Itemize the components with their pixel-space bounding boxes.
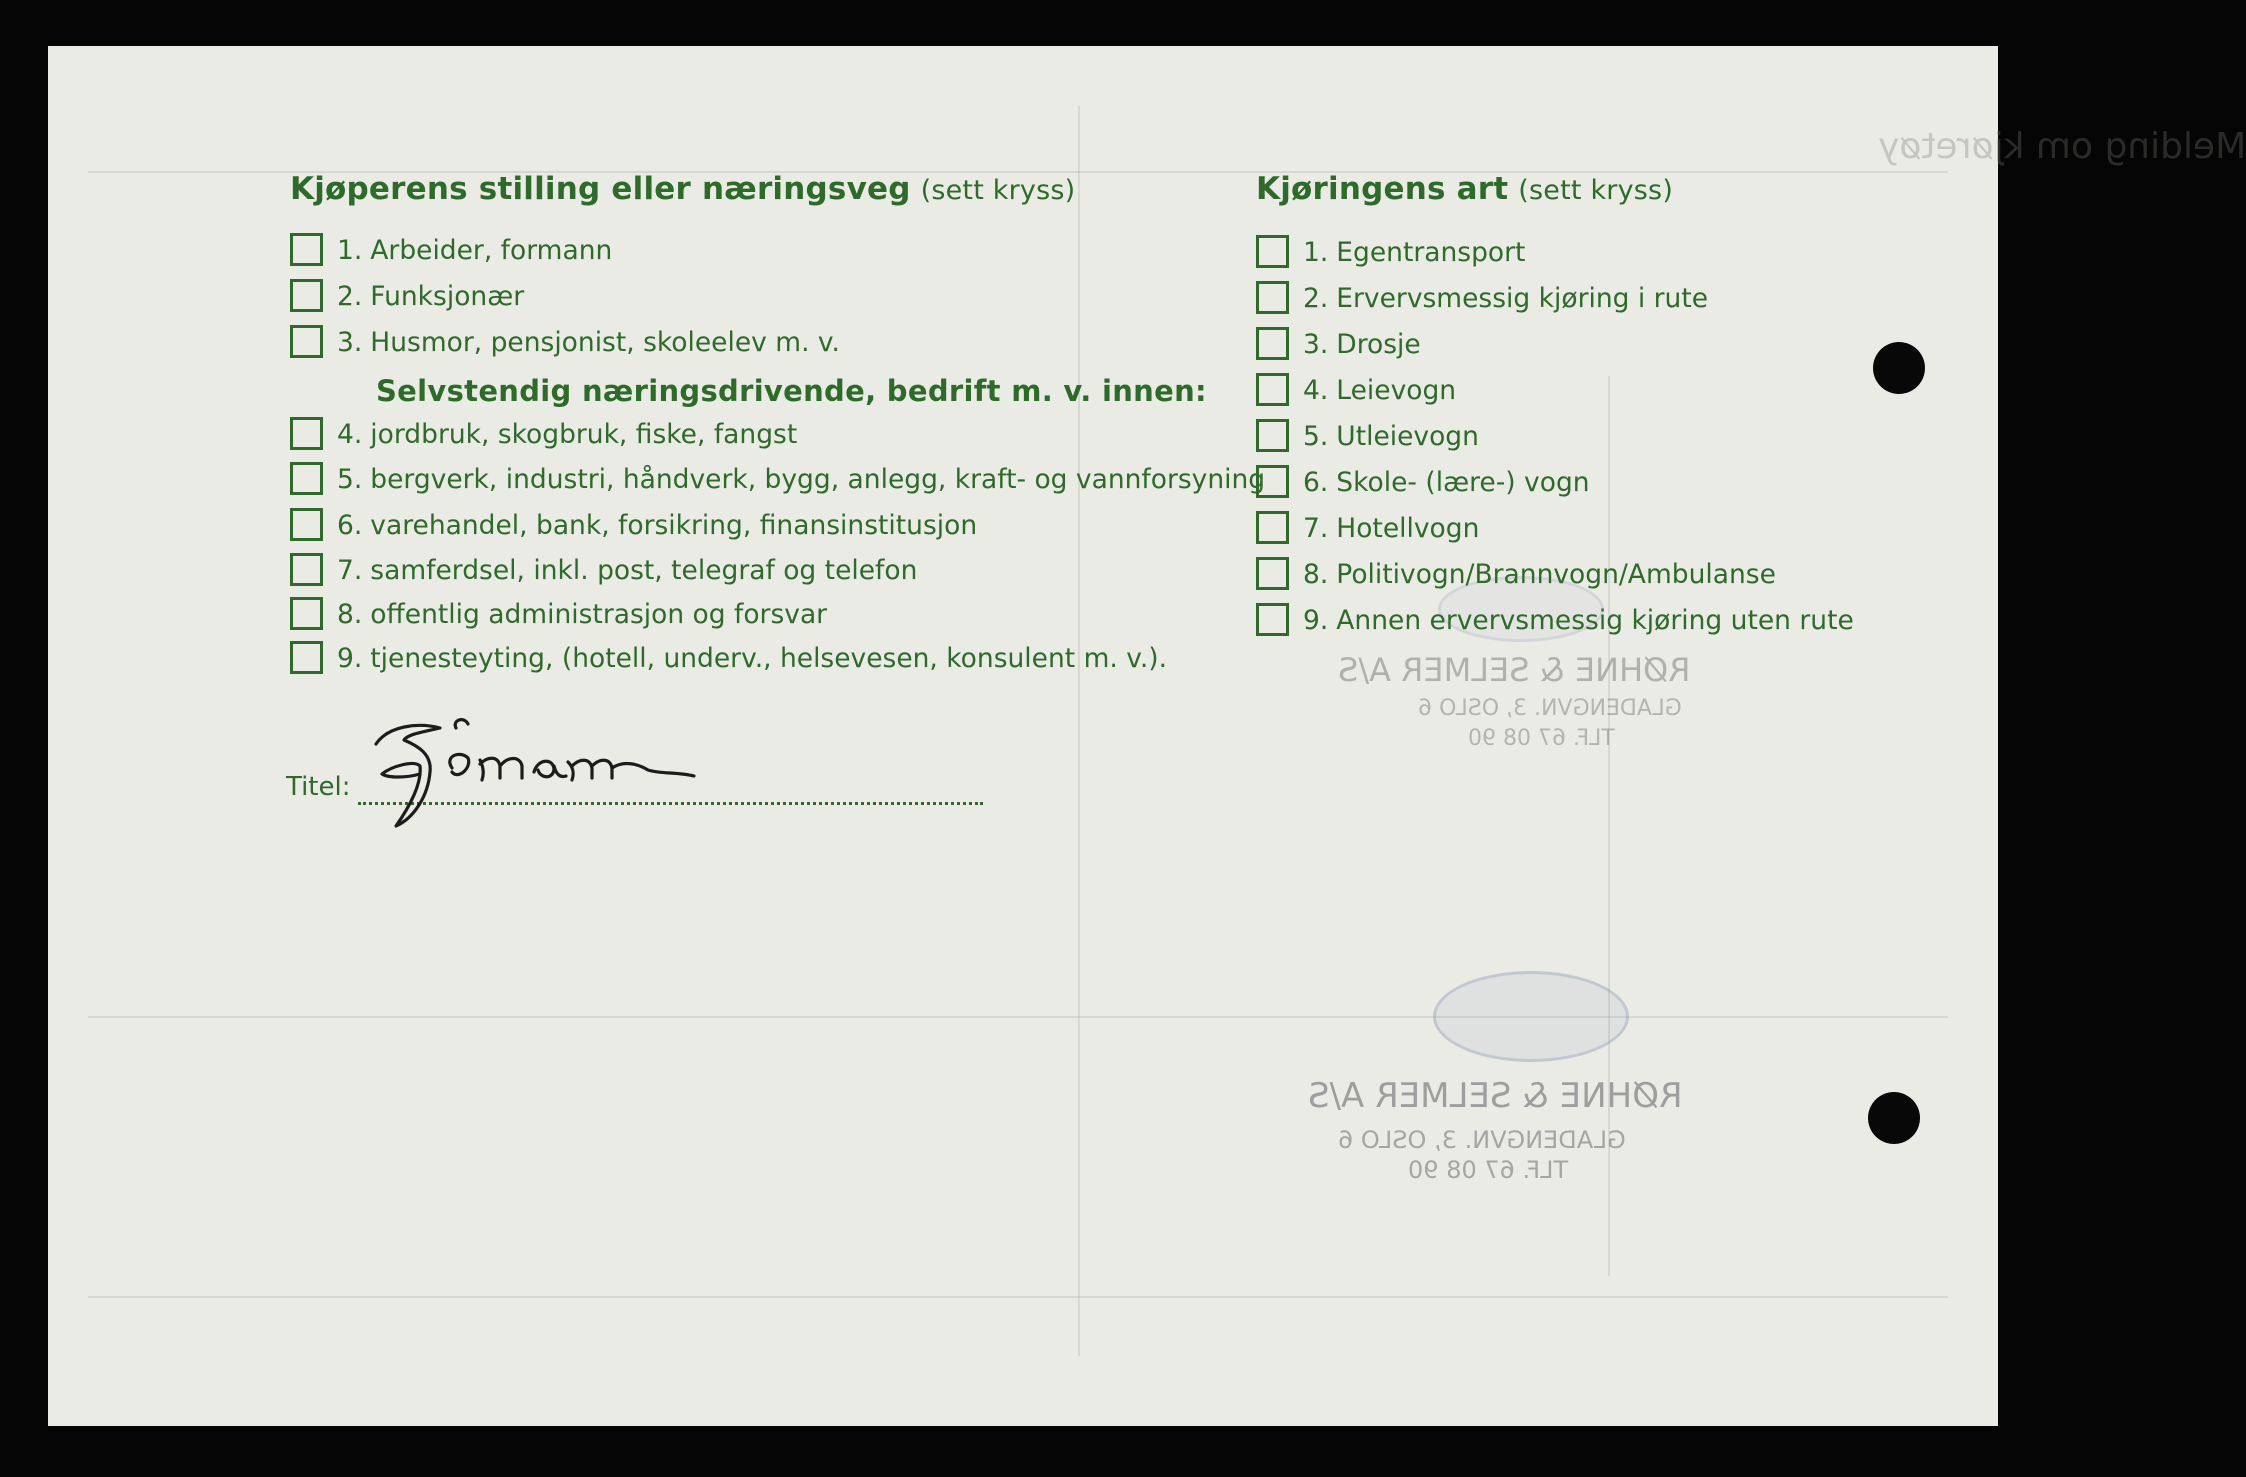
buyer-occupation-heading bbox=[290, 171, 1075, 207]
checkbox[interactable] bbox=[290, 462, 323, 495]
driving-option-7[interactable] bbox=[1256, 512, 1479, 546]
option-label: tjenesteyting, (hotell, underv., helsevesen, konsulent m. v.). bbox=[370, 643, 1168, 674]
option-label: jordbruk, skogbruk, fiske, fangst bbox=[370, 419, 798, 450]
option-number: 3. bbox=[1303, 329, 1329, 360]
driving-option-5[interactable] bbox=[1256, 420, 1479, 454]
option-label: Skole- (lære-) vogn bbox=[1336, 467, 1590, 498]
option-number: 9. bbox=[337, 643, 363, 674]
driving-option-1[interactable] bbox=[1256, 236, 1525, 270]
option-label: varehandel, bank, forsikring, finansinstitusjon bbox=[370, 510, 978, 541]
checkbox[interactable] bbox=[1256, 465, 1289, 498]
checkbox[interactable] bbox=[1256, 327, 1289, 360]
checkbox[interactable] bbox=[1256, 373, 1289, 406]
punch-hole-top bbox=[1873, 342, 1925, 394]
form-page bbox=[48, 46, 2246, 1426]
driving-option-3[interactable] bbox=[1256, 328, 1421, 362]
driving-option-9[interactable] bbox=[1256, 604, 1854, 638]
option-number: 4. bbox=[337, 419, 363, 450]
option-number: 4. bbox=[1303, 375, 1329, 406]
option-label: bergverk, industri, håndverk, bygg, anlegg, kraft- og vannforsyning bbox=[370, 464, 1266, 495]
occupation-option-8[interactable] bbox=[290, 598, 827, 632]
option-label: Ervervsmessig kjøring i rute bbox=[1336, 283, 1709, 314]
driving-option-2[interactable] bbox=[1256, 282, 1708, 316]
option-label: Utleievogn bbox=[1336, 421, 1479, 452]
option-number: 5. bbox=[337, 464, 363, 495]
occupation-option-9[interactable] bbox=[290, 642, 1167, 676]
stamp-line: RØHNE & SELMER A/S bbox=[1308, 1076, 1683, 1116]
checkbox[interactable] bbox=[290, 597, 323, 630]
titel-label: Titel: bbox=[286, 772, 351, 802]
checkbox[interactable] bbox=[290, 641, 323, 674]
checkbox[interactable] bbox=[1256, 603, 1289, 636]
occupation-option-2[interactable] bbox=[290, 280, 524, 314]
stamp-line: RØHNE & SELMER A/S bbox=[1338, 651, 1691, 689]
option-number: 5. bbox=[1303, 421, 1329, 452]
buyer-occupation-heading-text: Kjøperens stilling eller næringsveg bbox=[290, 171, 911, 207]
option-label: Arbeider, formann bbox=[370, 235, 613, 266]
driving-option-6[interactable] bbox=[1256, 466, 1590, 500]
option-number: 6. bbox=[1303, 467, 1329, 498]
stamp-line: GLADENGVN. 3, OSLO 6 bbox=[1418, 696, 1682, 721]
option-number: 1. bbox=[1303, 237, 1329, 268]
option-label: Egentransport bbox=[1336, 237, 1526, 268]
punch-hole-bottom bbox=[1868, 1092, 1920, 1144]
option-number: 9. bbox=[1303, 605, 1329, 636]
checkbox[interactable] bbox=[290, 325, 323, 358]
bleed-through-rule bbox=[1078, 106, 1080, 1356]
option-number: 7. bbox=[337, 555, 363, 586]
occupation-option-6[interactable] bbox=[290, 509, 977, 543]
driving-option-8[interactable] bbox=[1256, 558, 1776, 592]
option-number: 2. bbox=[1303, 283, 1329, 314]
occupation-option-7[interactable] bbox=[290, 554, 917, 588]
occupation-option-4[interactable] bbox=[290, 418, 797, 452]
checkbox[interactable] bbox=[290, 233, 323, 266]
checkbox[interactable] bbox=[290, 279, 323, 312]
titel-handwritten-signature[interactable] bbox=[348, 706, 828, 836]
driving-type-heading-note: (sett kryss) bbox=[1518, 175, 1674, 206]
checkbox[interactable] bbox=[1256, 419, 1289, 452]
driving-option-4[interactable] bbox=[1256, 374, 1456, 408]
checkbox[interactable] bbox=[1256, 557, 1289, 590]
stamp-line: TLF. 67 08 90 bbox=[1468, 726, 1615, 751]
option-label: offentlig administrasjon og forsvar bbox=[370, 599, 828, 630]
option-number: 7. bbox=[1303, 513, 1329, 544]
bleed-through-rule bbox=[88, 1016, 1948, 1018]
checkbox[interactable] bbox=[290, 417, 323, 450]
checkbox[interactable] bbox=[290, 553, 323, 586]
occupation-option-1[interactable] bbox=[290, 234, 612, 268]
checkbox[interactable] bbox=[1256, 511, 1289, 544]
occupation-option-3[interactable] bbox=[290, 326, 840, 360]
bleed-through-text: Melding om kjøretøy bbox=[1878, 126, 2246, 167]
option-number: 8. bbox=[1303, 559, 1329, 590]
stamp-line: GLADENGVN. 3, OSLO 6 bbox=[1338, 1126, 1626, 1154]
driving-type-heading bbox=[1256, 171, 1673, 207]
bleed-through-rule bbox=[88, 1296, 1948, 1298]
option-number: 2. bbox=[337, 281, 363, 312]
occupation-option-5[interactable] bbox=[290, 463, 1265, 497]
self-employed-subheading: Selvstendig næringsdrivende, bedrift m. v. innen: bbox=[376, 374, 1207, 408]
option-number: 6. bbox=[337, 510, 363, 541]
option-label: Politivogn/Brannvogn/Ambulanse bbox=[1336, 559, 1776, 590]
option-number: 1. bbox=[337, 235, 363, 266]
checkbox[interactable] bbox=[290, 508, 323, 541]
option-number: 3. bbox=[337, 327, 363, 358]
checkbox[interactable] bbox=[1256, 235, 1289, 268]
option-label: samferdsel, inkl. post, telegraf og telefon bbox=[370, 555, 918, 586]
option-label: Drosje bbox=[1336, 329, 1421, 360]
stamp-logo-oval bbox=[1433, 971, 1629, 1062]
stamp-line: TLF. 67 08 90 bbox=[1408, 1156, 1569, 1184]
option-label: Husmor, pensjonist, skoleelev m. v. bbox=[370, 327, 840, 358]
checkbox[interactable] bbox=[1256, 281, 1289, 314]
option-number: 8. bbox=[337, 599, 363, 630]
option-label: Funksjonær bbox=[370, 281, 525, 312]
option-label: Annen ervervsmessig kjøring uten rute bbox=[1336, 605, 1854, 636]
buyer-occupation-heading-note: (sett kryss) bbox=[920, 175, 1076, 206]
option-label: Leievogn bbox=[1336, 375, 1457, 406]
option-label: Hotellvogn bbox=[1336, 513, 1480, 544]
driving-type-heading-text: Kjøringens art bbox=[1256, 171, 1509, 207]
